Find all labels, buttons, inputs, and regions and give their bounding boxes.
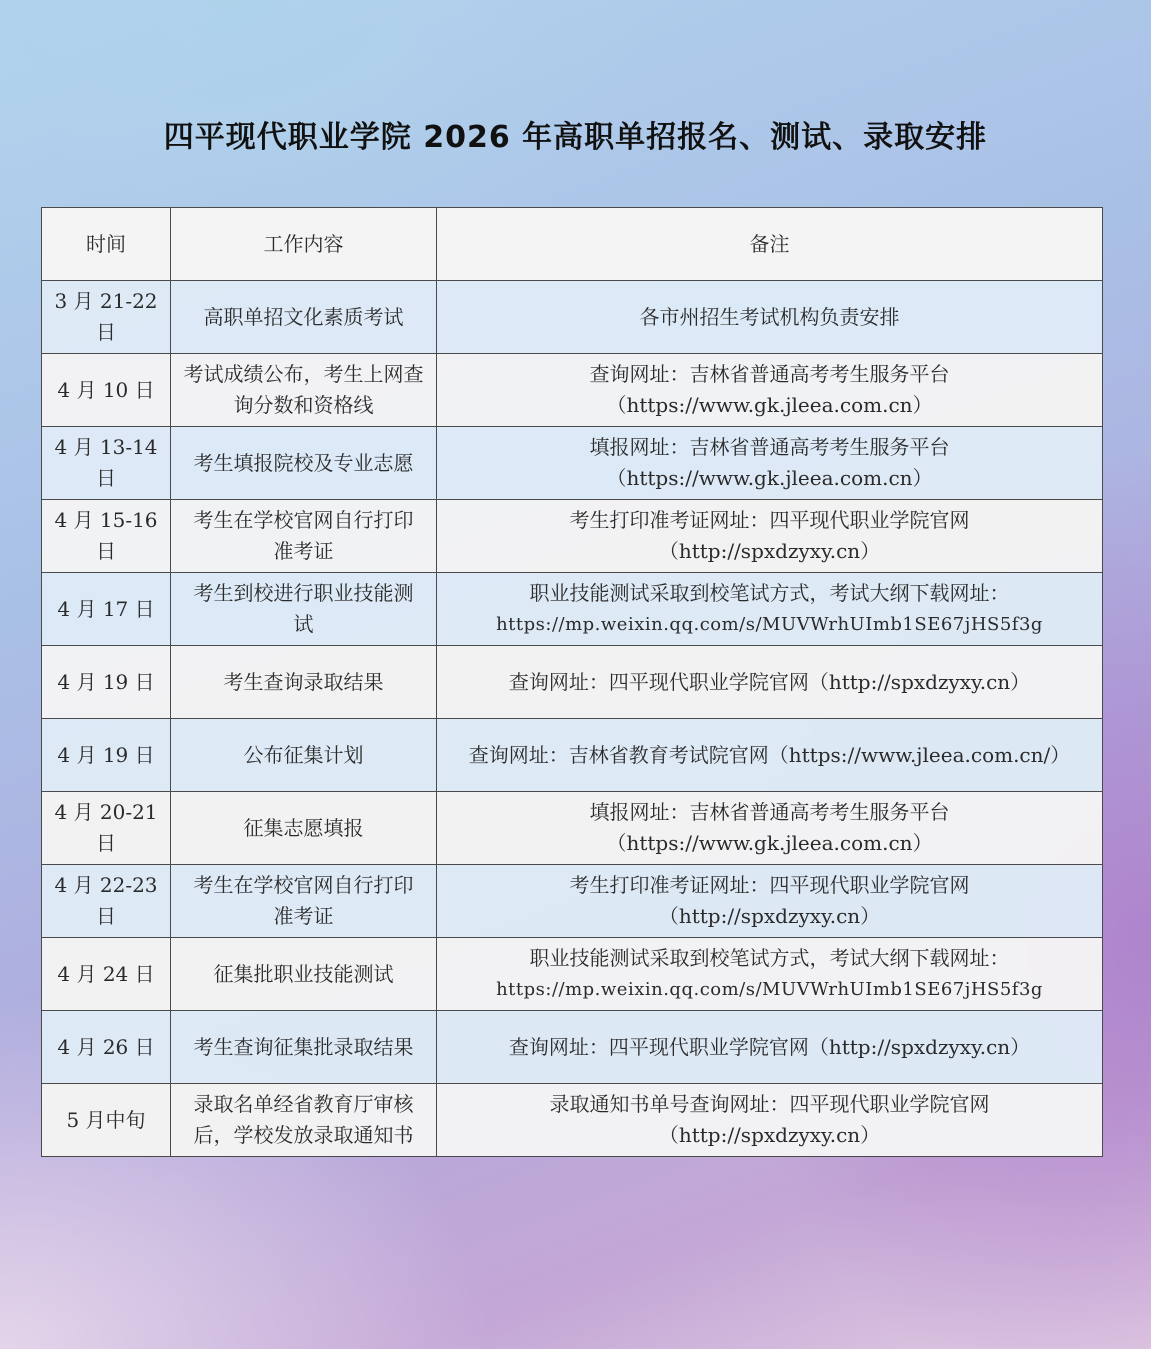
cell-note-line: （https://www.gk.jleea.com.cn） [606,393,933,417]
cell-work [171,427,437,500]
table-row [42,281,1103,354]
cell-work [171,646,437,719]
table-header-row [42,208,1103,281]
cell-time: 4 月 10 日 [42,354,171,427]
cell-work-line: 考试成绩公布，考生上网查 [183,362,424,386]
cell-work [171,573,437,646]
cell-note-line: （http://spxdzyxy.cn） [658,539,881,563]
cell-work [171,865,437,938]
cell-note [437,281,1103,354]
cell-note [437,1011,1103,1084]
cell-time: 4 月 20-21 日 [42,792,171,865]
cell-note-line: 填报网址：吉林省普通高考考生服务平台 [589,435,950,459]
cell-note [437,500,1103,573]
cell-work-line: 准考证 [273,539,334,563]
cell-note-line: （http://spxdzyxy.cn） [658,904,881,928]
cell-work-line: 后，学校发放录取通知书 [193,1123,414,1147]
header-time: 时间 [42,208,171,281]
cell-work-line: 考生在学校官网自行打印 [193,873,414,897]
cell-note [437,1084,1103,1157]
table-row [42,865,1103,938]
cell-work [171,500,437,573]
cell-note-line: 各市州招生考试机构负责安排 [639,304,900,329]
cell-work [171,1011,437,1084]
cell-work-line: 考生填报院校及专业志愿 [193,450,414,475]
cell-note [437,354,1103,427]
cell-note-line: 职业技能测试采取到校笔试方式，考试大纲下载网址： [529,946,1010,970]
schedule-table [41,207,1103,1157]
cell-work-line: 询分数和资格线 [233,393,374,417]
cell-work-line: 试 [293,612,314,636]
cell-note-line: （http://spxdzyxy.cn） [658,1123,881,1147]
table-row [42,646,1103,719]
cell-work-line: 征集志愿填报 [243,815,364,840]
cell-note-line: https://mp.weixin.qq.com/s/MUVWrhUImb1SE67jHS5f3g [496,614,1043,635]
table-row [42,938,1103,1011]
cell-work-line: 征集批职业技能测试 [213,961,394,986]
cell-note-line: https://mp.weixin.qq.com/s/MUVWrhUImb1SE67jHS5f3g [496,979,1043,1000]
header-work: 工作内容 [171,208,437,281]
cell-note [437,573,1103,646]
cell-note-line: 考生打印准考证网址：四平现代职业学院官网 [569,508,970,532]
cell-time: 4 月 13-14 日 [42,427,171,500]
cell-time: 4 月 15-16 日 [42,500,171,573]
schedule-table-body [42,208,1103,1157]
cell-work [171,792,437,865]
cell-work [171,281,437,354]
header-note: 备注 [437,208,1103,281]
cell-note [437,865,1103,938]
table-row [42,1011,1103,1084]
cell-note-line: 填报网址：吉林省普通高考考生服务平台 [589,800,950,824]
cell-note-line: 考生打印准考证网址：四平现代职业学院官网 [569,873,970,897]
cell-work-line: 考生到校进行职业技能测 [193,581,414,605]
cell-note-line: 查询网址：吉林省教育考试院官网（https://www.jleea.com.cn/） [468,742,1071,767]
cell-work-line: 准考证 [273,904,334,928]
cell-note [437,427,1103,500]
cell-work-line: 考生在学校官网自行打印 [193,508,414,532]
table-row [42,427,1103,500]
cell-note-line: 录取通知书单号查询网址：四平现代职业学院官网 [549,1092,990,1116]
cell-note-line: （https://www.gk.jleea.com.cn） [606,831,933,855]
cell-note [437,792,1103,865]
table-row [42,792,1103,865]
table-row [42,573,1103,646]
cell-work [171,938,437,1011]
table-row [42,1084,1103,1157]
cell-note-line: （https://www.gk.jleea.com.cn） [606,466,933,490]
cell-work [171,354,437,427]
cell-work [171,1084,437,1157]
cell-work [171,719,437,792]
cell-work-line: 考生查询录取结果 [223,669,384,694]
cell-time: 4 月 19 日 [42,719,171,792]
cell-note-line: 查询网址：四平现代职业学院官网（http://spxdzyxy.cn） [508,669,1031,694]
cell-work-line: 录取名单经省教育厅审核 [193,1092,414,1116]
cell-work-line: 考生查询征集批录取结果 [193,1034,414,1059]
cell-note [437,938,1103,1011]
cell-note-line: 查询网址：吉林省普通高考考生服务平台 [589,362,950,386]
cell-time: 4 月 17 日 [42,573,171,646]
cell-time: 4 月 19 日 [42,646,171,719]
cell-time: 3 月 21-22 日 [42,281,171,354]
cell-time: 4 月 24 日 [42,938,171,1011]
table-row [42,719,1103,792]
cell-work-line: 公布征集计划 [243,742,364,767]
table-row [42,354,1103,427]
cell-note [437,646,1103,719]
table-row [42,500,1103,573]
cell-note [437,719,1103,792]
page-title: 四平现代职业学院 2026 年高职单招报名、测试、录取安排 [163,120,988,155]
cell-note-line: 查询网址：四平现代职业学院官网（http://spxdzyxy.cn） [508,1034,1031,1059]
cell-time: 4 月 22-23 日 [42,865,171,938]
cell-time: 5 月中旬 [42,1084,171,1157]
cell-note-line: 职业技能测试采取到校笔试方式，考试大纲下载网址： [529,581,1010,605]
cell-time: 4 月 26 日 [42,1011,171,1084]
cell-work-line: 高职单招文化素质考试 [203,304,404,329]
